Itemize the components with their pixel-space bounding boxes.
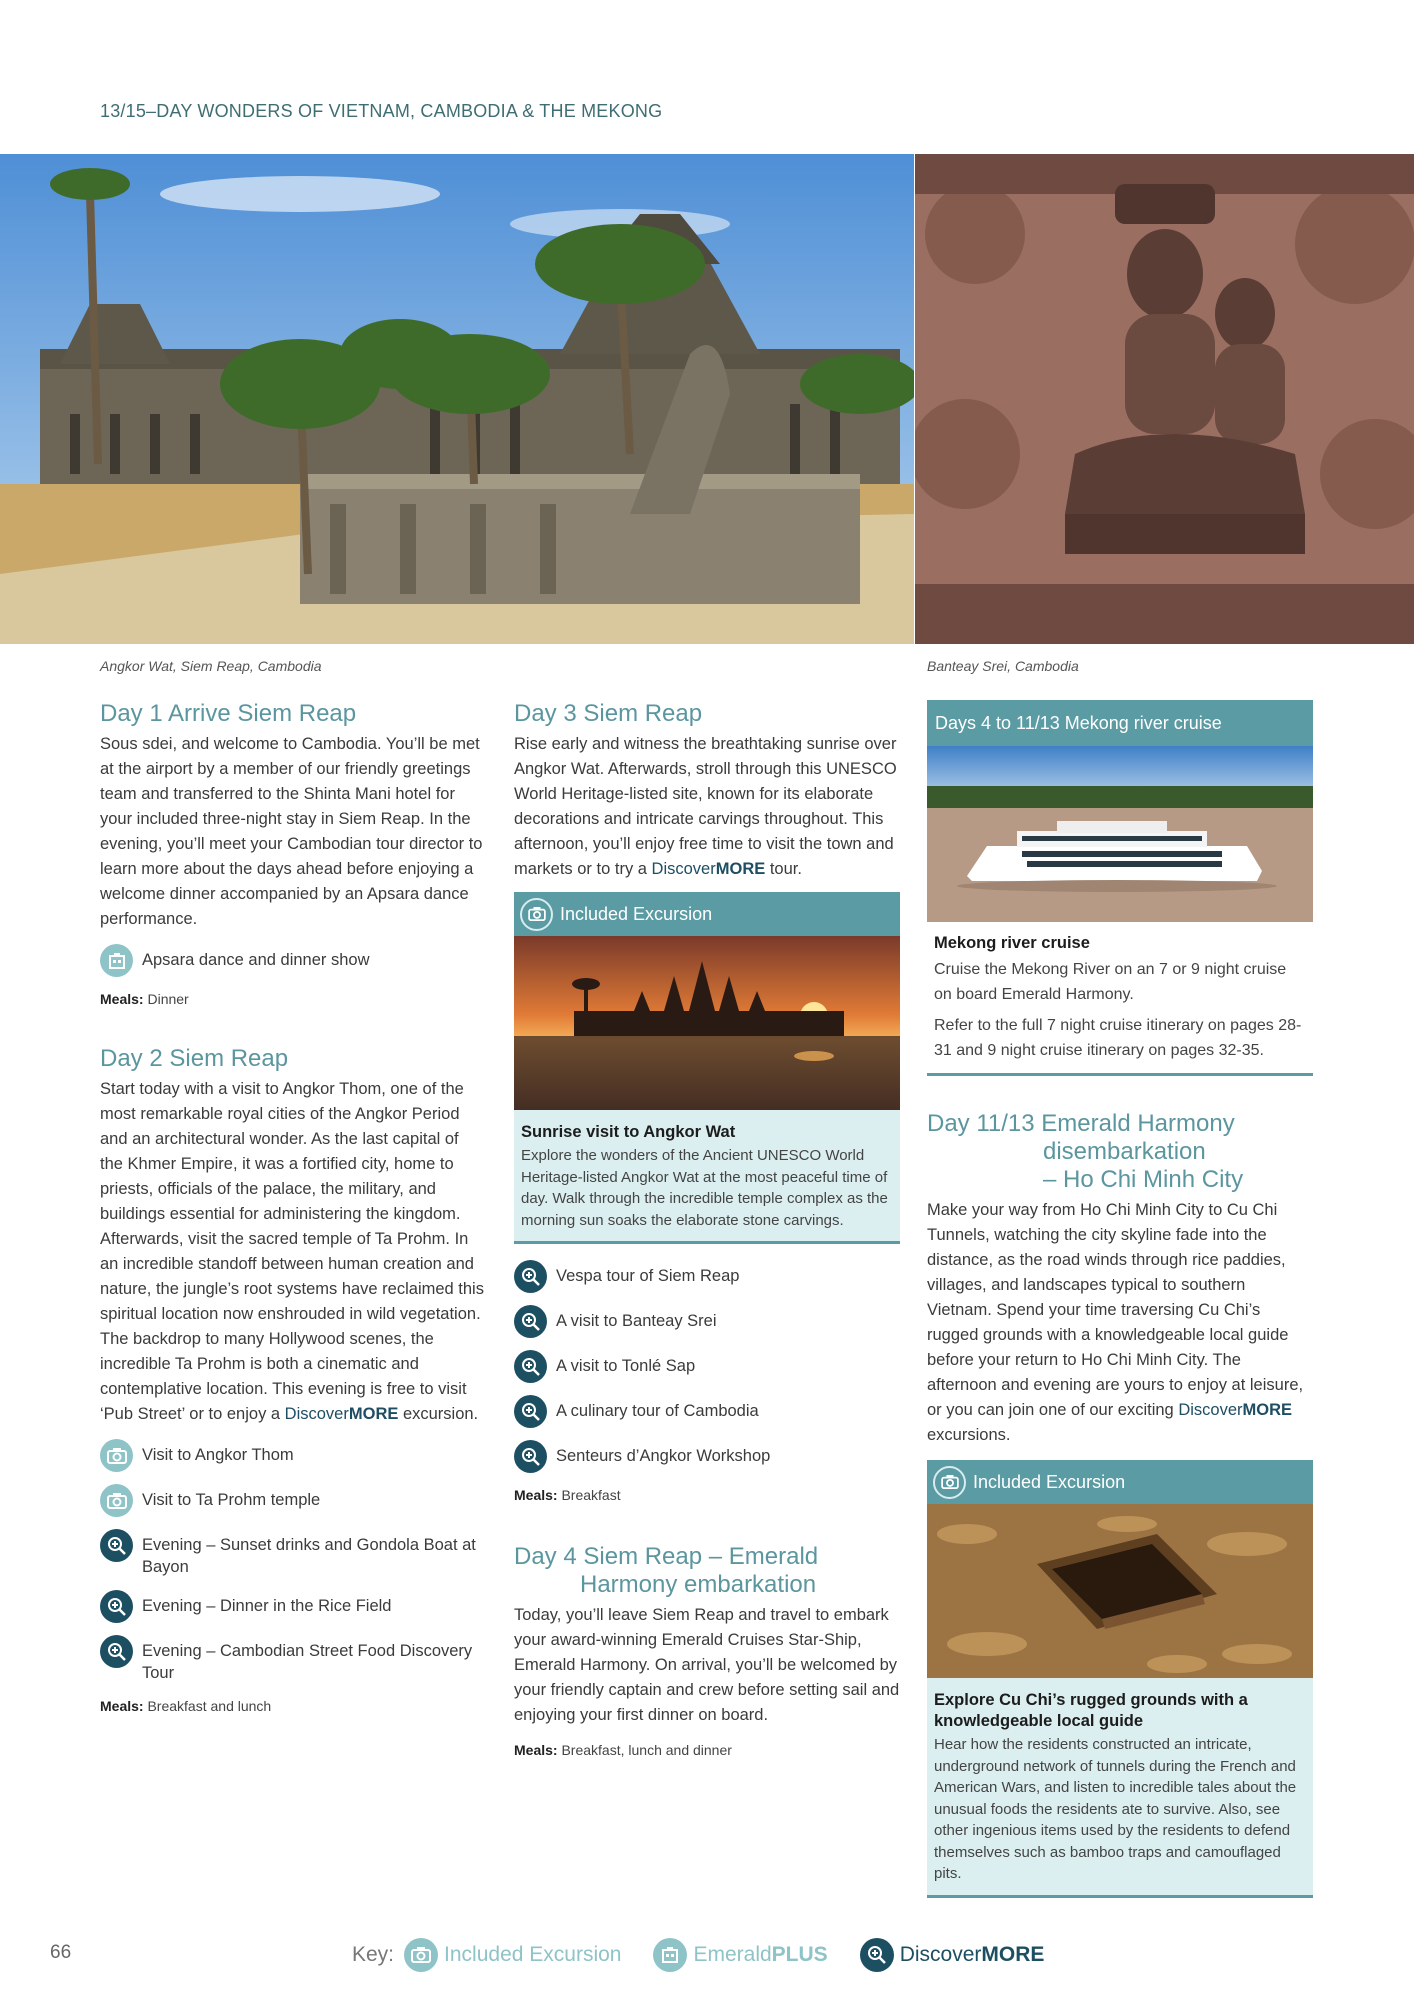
- day3-meals-value: Breakfast: [561, 1487, 621, 1503]
- camera-icon: [520, 898, 553, 931]
- day3-title: Siem Reap: [583, 700, 703, 727]
- key-included-excursion: [404, 1938, 621, 1972]
- cruise-ship-photo: [927, 746, 1313, 922]
- angkor-wat-photo: [0, 154, 914, 644]
- day3-feature-label: Senteurs d’Angkor Workshop: [556, 1447, 771, 1465]
- day1-meals: [100, 991, 486, 1007]
- day1-body: Sous sdei, and welcome to Cambodia. You’ll be met at the airport by a member of our friendly greetings team and transferred to the Shinta Mani hotel for your included three-night stay in Siem Reap. In the evening, you’ll meet your Cambodian tour director to learn more about the days ahead before enjoying a welcome dinner accompanied by an Apsara dance performance.: [100, 735, 483, 928]
- magnifier-plus-icon: [514, 1260, 547, 1293]
- footer: [0, 1938, 1414, 1968]
- key-discover-more: [860, 1938, 1045, 1972]
- day2-feature-label: Evening – Sunset drinks and Gondola Boat at Bayon: [142, 1536, 476, 1576]
- day2-feature-item: [100, 1439, 486, 1472]
- day2-feature-item: [100, 1484, 486, 1517]
- day4-heading: [514, 1543, 900, 1599]
- camera-icon: [100, 1484, 133, 1517]
- cruise-text-1: Cruise the Mekong River on an 7 or 9 night cruise on board Emerald Harmony.: [934, 961, 1287, 1003]
- included-excursion-label: Included Excursion: [560, 903, 713, 924]
- day11-body-end: excursions.: [927, 1426, 1011, 1444]
- discovermore-link-b: MORE: [348, 1405, 399, 1423]
- sunrise-box-title: Sunrise visit to Angkor Wat: [521, 1123, 736, 1141]
- day3-feature-label: A visit to Banteay Srei: [556, 1312, 717, 1330]
- discovermore-link[interactable]: [285, 1405, 399, 1423]
- day4-meals-label: Meals:: [514, 1742, 558, 1758]
- day3-feature-label: A visit to Tonlé Sap: [556, 1357, 696, 1375]
- key-dm-a: Discover: [899, 1943, 982, 1966]
- day11-title-a: Emerald Harmony: [1041, 1110, 1235, 1137]
- sunrise-photo: [514, 936, 900, 1110]
- day1-feature-label: Apsara dance and dinner show: [142, 951, 370, 969]
- cuchi-tunnel-photo: [927, 1504, 1313, 1678]
- day2-feature-item: [100, 1635, 486, 1684]
- day3-feature-label: Vespa tour of Siem Reap: [556, 1267, 740, 1285]
- sunrise-excursion-box: [514, 892, 900, 1244]
- day1-number: Day 1: [100, 700, 163, 727]
- day2-meals-label: Meals:: [100, 1698, 144, 1714]
- discovermore-link[interactable]: [652, 860, 766, 878]
- day4-body: Today, you’ll leave Siem Reap and travel to embark your award-winning Emerald Cruises Star-Ship, Emerald Harmony. On arrival, you’ll be welcomed by your friendly captain and crew before setting sail and enjoying your first dinner on board.: [514, 1606, 900, 1724]
- emerald-plus-icon: [100, 944, 133, 977]
- cruise-body: [927, 922, 1313, 1076]
- cuchi-box-body: [927, 1678, 1313, 1898]
- discovermore-link[interactable]: [1178, 1401, 1292, 1419]
- day4-title-b: Harmony embarkation: [580, 1571, 817, 1598]
- day2-feature-label: Evening – Cambodian Street Food Discovery Tour: [142, 1642, 473, 1682]
- day2-feature-item: [100, 1590, 486, 1623]
- day11-title-c: – Ho Chi Minh City: [1043, 1166, 1244, 1193]
- day2-title: Siem Reap: [169, 1045, 289, 1072]
- key-dm-label: [900, 1943, 1045, 1967]
- magnifier-plus-icon: [514, 1305, 547, 1338]
- banteay-srei-caption: Banteay Srei, Cambodia: [927, 658, 1079, 674]
- included-excursion-label: Included Excursion: [973, 1471, 1126, 1492]
- cruise-text-2: Refer to the full 7 night cruise itinerary on pages 28-31 and 9 night cruise itinerary on pages 32-35.: [934, 1017, 1302, 1059]
- magnifier-plus-icon: [514, 1395, 547, 1428]
- day2-feature-label: Evening – Dinner in the Rice Field: [142, 1597, 392, 1615]
- day11-heading: [927, 1110, 1313, 1194]
- day1-meals-value: Dinner: [147, 991, 189, 1007]
- day3-meals-label: Meals:: [514, 1487, 558, 1503]
- magnifier-plus-icon: [514, 1350, 547, 1383]
- day2-body: [100, 1077, 486, 1427]
- key-plus-label: [693, 1943, 827, 1967]
- day11-number: Day 11/13: [927, 1110, 1035, 1137]
- camera-icon: [100, 1439, 133, 1472]
- day4-meals: [514, 1742, 900, 1758]
- day4-number: Day 4: [514, 1543, 577, 1570]
- key-included-label: Included Excursion: [444, 1943, 622, 1966]
- day3-feature-item: [514, 1350, 900, 1383]
- included-excursion-header: [514, 892, 900, 936]
- column-left: [100, 700, 486, 1714]
- cuchi-excursion-box: [927, 1460, 1313, 1898]
- sunrise-box-body: [514, 1110, 900, 1244]
- discovermore-link-a: Discover: [284, 1405, 349, 1423]
- cuchi-box-text: Hear how the residents constructed an intricate, underground network of tunnels during the French and American Wars, and listen to incredible tales about the unusual foods the residents ate to survive. Also, see other ingenious items used by the residents to defend themselves such as bamboo traps and camouflaged pits.: [934, 1736, 1297, 1882]
- discovermore-link-b: MORE: [715, 860, 766, 878]
- day4-meals-value: Breakfast, lunch and dinner: [561, 1742, 732, 1758]
- day1-title: Arrive Siem Reap: [168, 700, 357, 727]
- cuchi-box-title: Explore Cu Chi’s rugged grounds with a knowledgeable local guide: [934, 1691, 1248, 1730]
- day2-meals: [100, 1698, 486, 1714]
- key-emerald-plus: [653, 1938, 827, 1972]
- magnifier-plus-icon: [100, 1635, 133, 1668]
- day3-feature-item: [514, 1395, 900, 1428]
- day3-number: Day 3: [514, 700, 577, 727]
- day1-meals-label: Meals:: [100, 991, 144, 1007]
- column-right: [927, 700, 1313, 1898]
- day2-body-text: Start today with a visit to Angkor Thom, one of the most remarkable royal cities of the Angkor Period and an architectural wonder. As the last capital of the Khmer Empire, it was a fortified city, home to priests, officials of the palace, the military, and buildings essential for administering the kingdom. Afterwards, visit the sacred temple of Ta Prohm. In an incredible standoff between human creation and nature, the jungle’s root systems have reclaimed this spiritual location now enshrouded in wild vegetation. The backdrop to many Hollywood scenes, the incredible Ta Prohm is both a cinematic and contemplative location. This evening is free to visit ‘Pub Street’ or to enjoy a: [100, 1080, 484, 1423]
- sunrise-box-text: Explore the wonders of the Ancient UNESCO World Heritage-listed Angkor Wat at the most peaceful time of day. Walk through the incredible temple complex as the morning sun soaks the elaborate stone carvings.: [521, 1147, 888, 1229]
- magnifier-plus-icon: [100, 1590, 133, 1623]
- day2-feature-label: Visit to Angkor Thom: [142, 1446, 294, 1464]
- day11-body: [927, 1198, 1313, 1448]
- camera-icon: [404, 1938, 438, 1972]
- magnifier-plus-icon: [100, 1529, 133, 1562]
- day2-body-end: excursion.: [398, 1405, 479, 1423]
- day1-heading: [100, 700, 486, 728]
- day2-feature-item: [100, 1529, 486, 1578]
- magnifier-plus-icon: [514, 1440, 547, 1473]
- cruise-header: Days 4 to 11/13 Mekong river cruise: [927, 700, 1313, 746]
- camera-icon: [933, 1466, 966, 1499]
- key-dm-b: MORE: [981, 1943, 1045, 1966]
- key-plus-b: PLUS: [771, 1943, 828, 1966]
- day2-meals-value: Breakfast and lunch: [147, 1698, 272, 1714]
- day3-body-text: Rise early and witness the breathtaking sunrise over Angkor Wat. Afterwards, stroll through this UNESCO World Heritage-listed site, known for its elaborate decorations and intricate carvings throughout. This afternoon, you’ll enjoy free time to visit the town and markets or to try a: [514, 735, 897, 878]
- page-header-title: 13/15–DAY WONDERS OF VIETNAM, CAMBODIA & THE MEKONG: [100, 101, 663, 121]
- included-excursion-header: [927, 1460, 1313, 1504]
- column-middle: [514, 700, 900, 1758]
- icon-key: [352, 1938, 1076, 1972]
- day11-body-text: Make your way from Ho Chi Minh City to Cu Chi Tunnels, watching the city skyline fade into the distance, as the road winds through rice paddies, villages, and landscapes typical to southern Vietnam. Spend your time traversing Cu Chi’s rugged grounds with a knowledgeable local guide before your return to Ho Chi Minh City. The afternoon and evening are yours to enjoy at leisure, or you can join one of our exciting: [927, 1201, 1304, 1419]
- day4-title-a: Siem Reap – Emerald: [583, 1543, 819, 1570]
- discovermore-link-a: Discover: [651, 860, 716, 878]
- page-number: 66: [50, 1942, 72, 1963]
- discovermore-link-b: MORE: [1242, 1401, 1293, 1419]
- day3-feature-label: A culinary tour of Cambodia: [556, 1402, 759, 1420]
- angkor-wat-caption: Angkor Wat, Siem Reap, Cambodia: [100, 658, 322, 674]
- key-plus-a: Emerald: [693, 1943, 772, 1966]
- day3-meals: [514, 1487, 900, 1503]
- day2-heading: [100, 1045, 486, 1073]
- day2-feature-label: Visit to Ta Prohm temple: [142, 1491, 321, 1509]
- day3-body-end: tour.: [765, 860, 802, 878]
- day1-feature-item: [100, 944, 486, 977]
- mekong-cruise-box: [927, 700, 1313, 1076]
- day3-heading: [514, 700, 900, 728]
- magnifier-plus-icon: [860, 1938, 894, 1972]
- day3-feature-item: [514, 1440, 900, 1473]
- day3-feature-item: [514, 1260, 900, 1293]
- discovermore-link-a: Discover: [1178, 1401, 1243, 1419]
- cruise-title: Mekong river cruise: [934, 934, 1090, 952]
- day11-title-b: disembarkation: [1043, 1138, 1206, 1165]
- key-label: Key:: [352, 1943, 395, 1966]
- day3-body: [514, 732, 900, 882]
- day2-number: Day 2: [100, 1045, 163, 1072]
- day3-feature-item: [514, 1305, 900, 1338]
- emerald-plus-icon: [653, 1938, 687, 1972]
- banteay-srei-photo: [915, 154, 1414, 644]
